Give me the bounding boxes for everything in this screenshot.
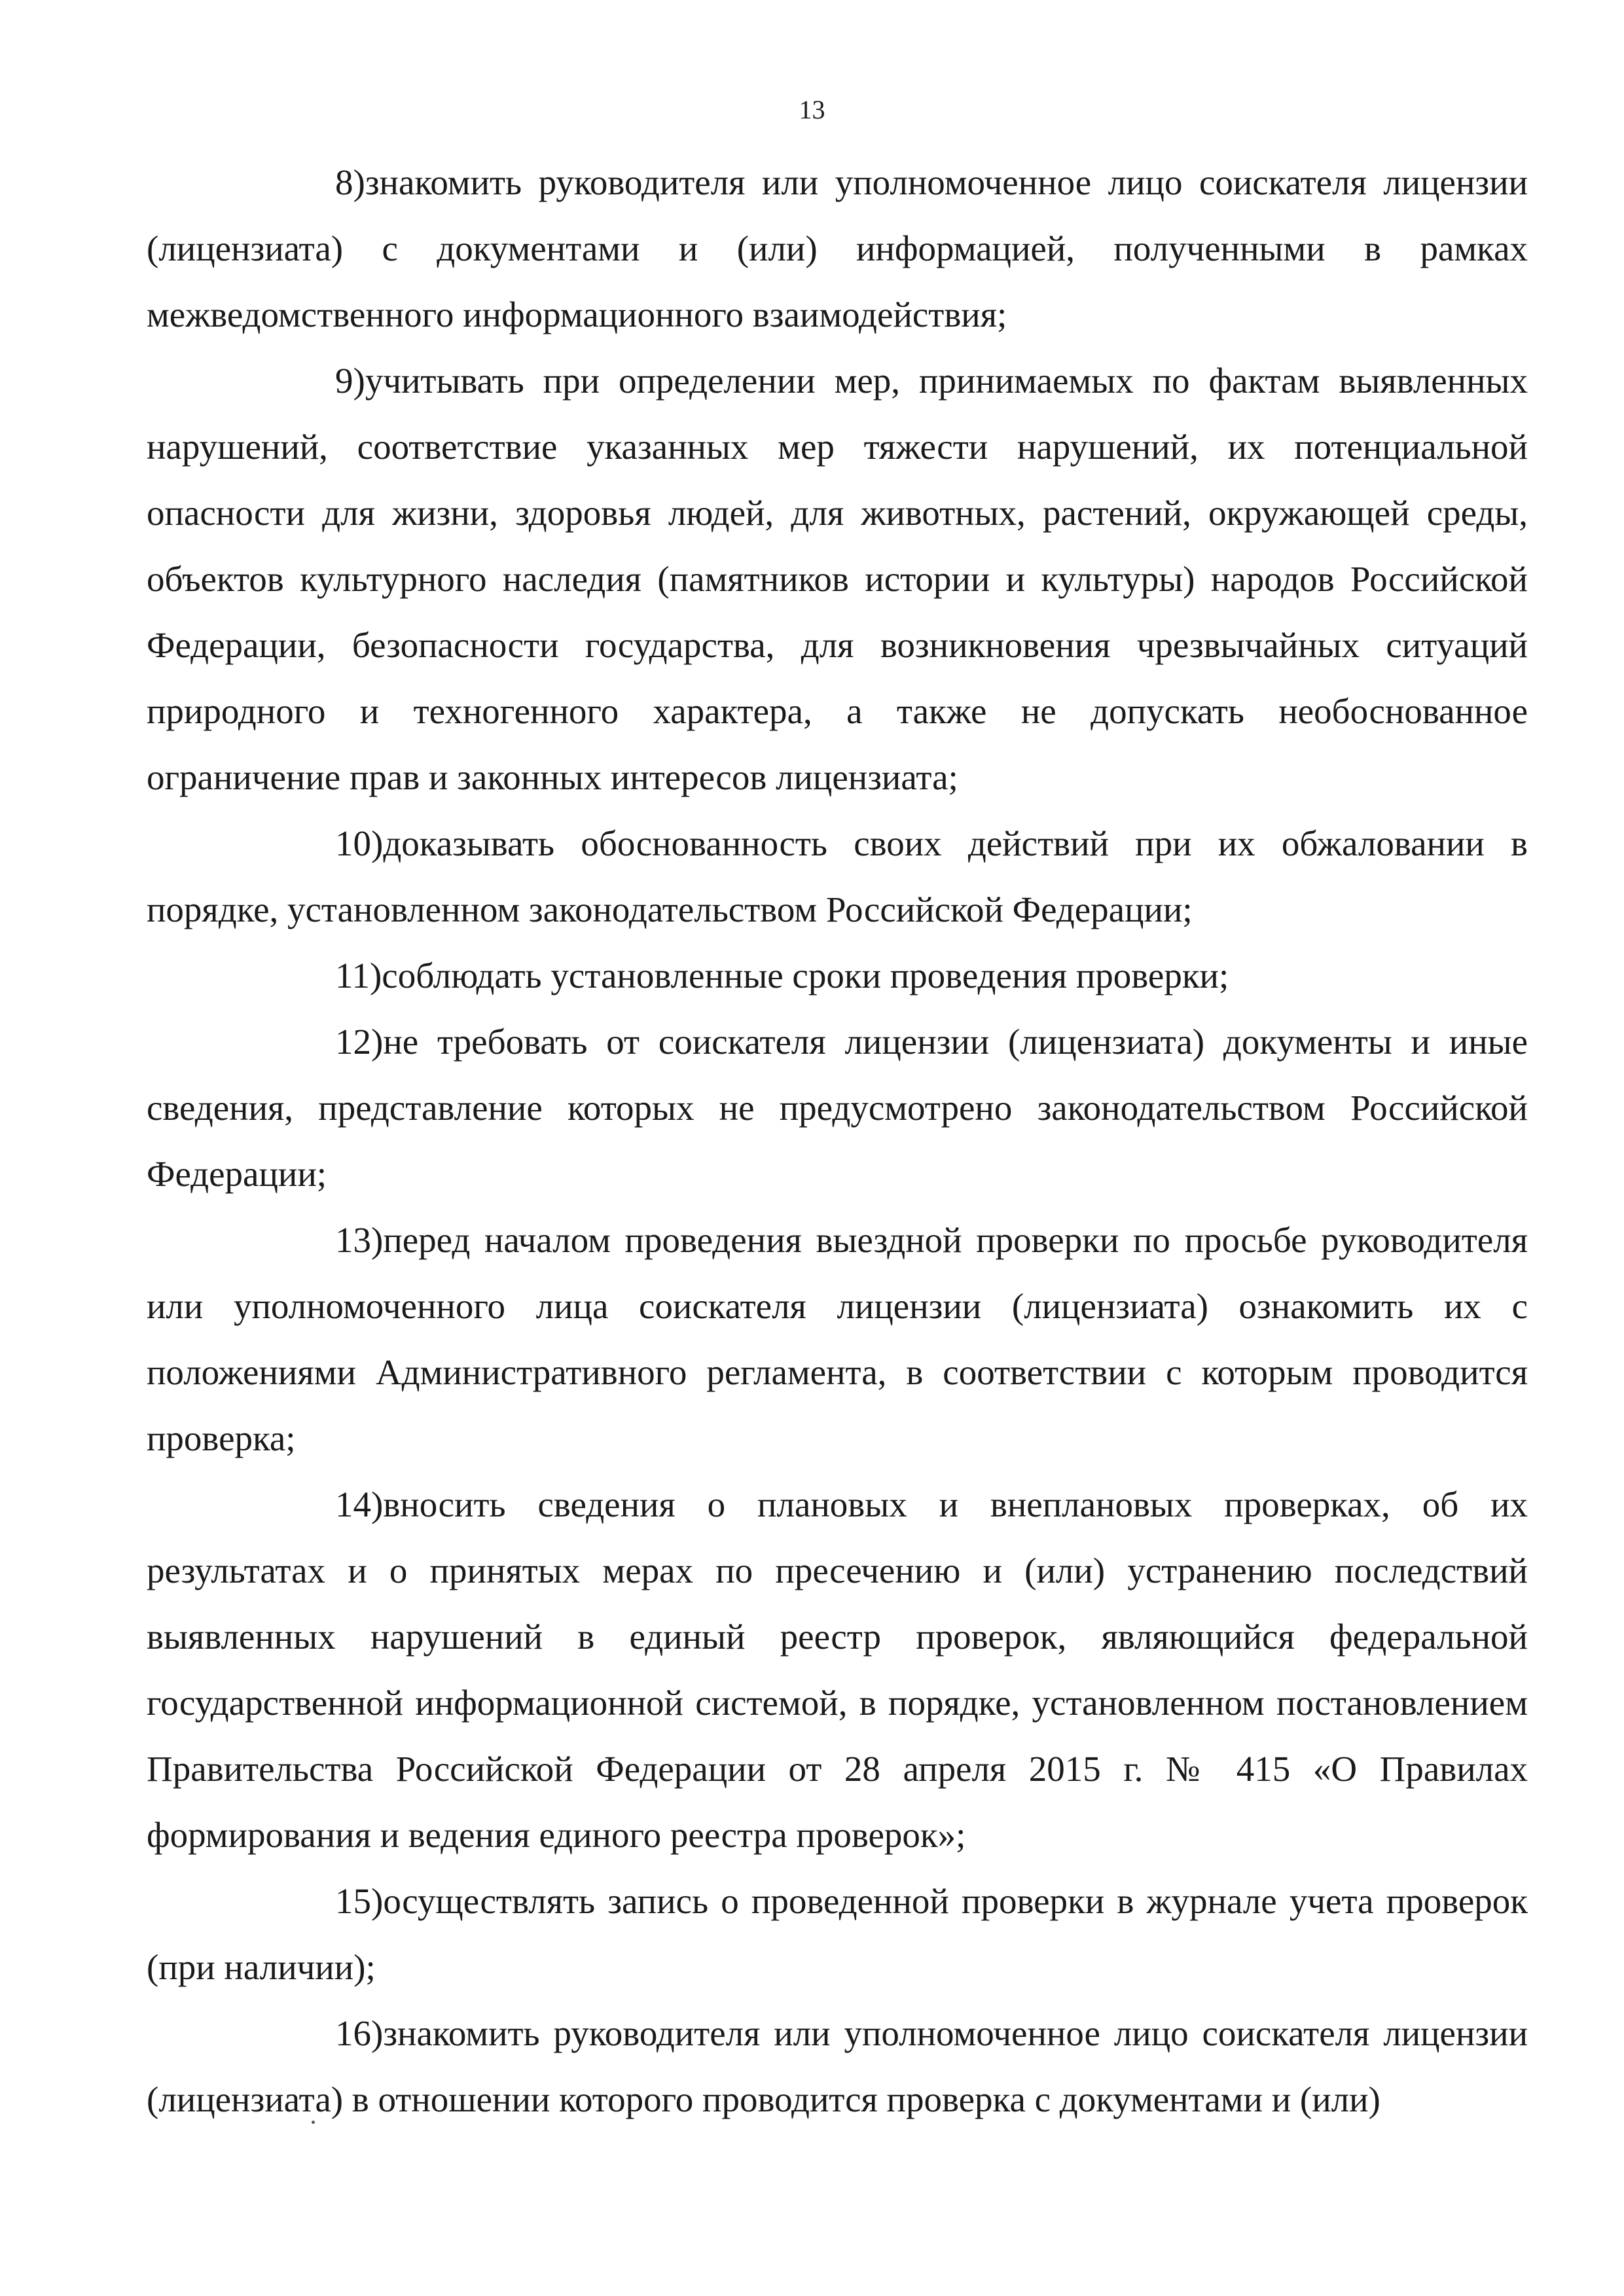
- item-number: 9): [335, 361, 365, 401]
- item-text: доказывать обоснованность своих действий при их обжаловании в порядке, установленном законодательством Российской Федерации;: [147, 823, 1528, 929]
- item-number: 15): [335, 1881, 384, 1921]
- item-text: знакомить руководителя или уполномоченное лицо соискателя лицензии (лицензиата) с документами и (или) информацией, полученными в рамках межведомственного информационного взаимодействия;: [147, 162, 1528, 334]
- item-number: 14): [335, 1484, 384, 1524]
- list-item: [147, 942, 1528, 1009]
- item-number: 10): [335, 823, 384, 863]
- item-number: 13): [335, 1220, 384, 1260]
- item-text: осуществлять запись о проведенной проверки в журнале учета проверок (при наличии);: [147, 1881, 1528, 1987]
- document-body: [147, 149, 1528, 2132]
- item-text: учитывать при определении мер, принимаемых по фактам выявленных нарушений, соответствие указанных мер тяжести нарушений, их потенциальной опасности для жизни, здоровья людей, для животных, растений, окружающей среды, объектов культурного наследия (памятников истории и культуры) народов Российской Федерации, безопасности государства, для возникновения чрезвычайных ситуаций природного и техногенного характера, а также не допускать необоснованное ограничение прав и законных интересов лицензиата;: [147, 361, 1528, 797]
- item-text: вносить сведения о плановых и внеплановых проверках, об их результатах и о принятых мерах по пресечению и (или) устранению последствий выявленных нарушений в единый реестр проверок, являющийся федеральной государственной информационной системой, в порядке, установленном постановлением Правительства Российской Федерации от 28 апреля 2015 г. № 415 «О Правилах формирования и ведения единого реестра проверок»;: [147, 1484, 1528, 1855]
- item-text: не требовать от соискателя лицензии (лицензиата) документы и иные сведения, представление которых не предусмотрено законодательством Российской Федерации;: [147, 1022, 1528, 1194]
- item-text: знакомить руководителя или уполномоченное лицо соискателя лицензии (лицензиата) в отношении которого проводится проверка с документами и (или): [147, 2013, 1528, 2119]
- list-item: [147, 1009, 1528, 1207]
- list-item: [147, 348, 1528, 810]
- item-number: 16): [335, 2013, 384, 2053]
- list-item: [147, 149, 1528, 348]
- item-text: соблюдать установленные сроки проведения проверки;: [382, 956, 1229, 996]
- list-item: [147, 810, 1528, 942]
- list-item: [147, 1868, 1528, 2000]
- item-number: 8): [335, 162, 365, 202]
- list-item: [147, 2000, 1528, 2132]
- item-number: 12): [335, 1022, 384, 1062]
- scan-speck: [312, 2121, 315, 2124]
- item-number: 11): [335, 956, 382, 996]
- list-item: [147, 1471, 1528, 1868]
- list-item: [147, 1207, 1528, 1471]
- page-number: 13: [799, 95, 825, 124]
- item-text: перед началом проведения выездной проверки по просьбе руководителя или уполномоченного лица соискателя лицензии (лицензиата) ознакомить их с положениями Административного регламента, в соответствии с которым проводится проверка;: [147, 1220, 1528, 1458]
